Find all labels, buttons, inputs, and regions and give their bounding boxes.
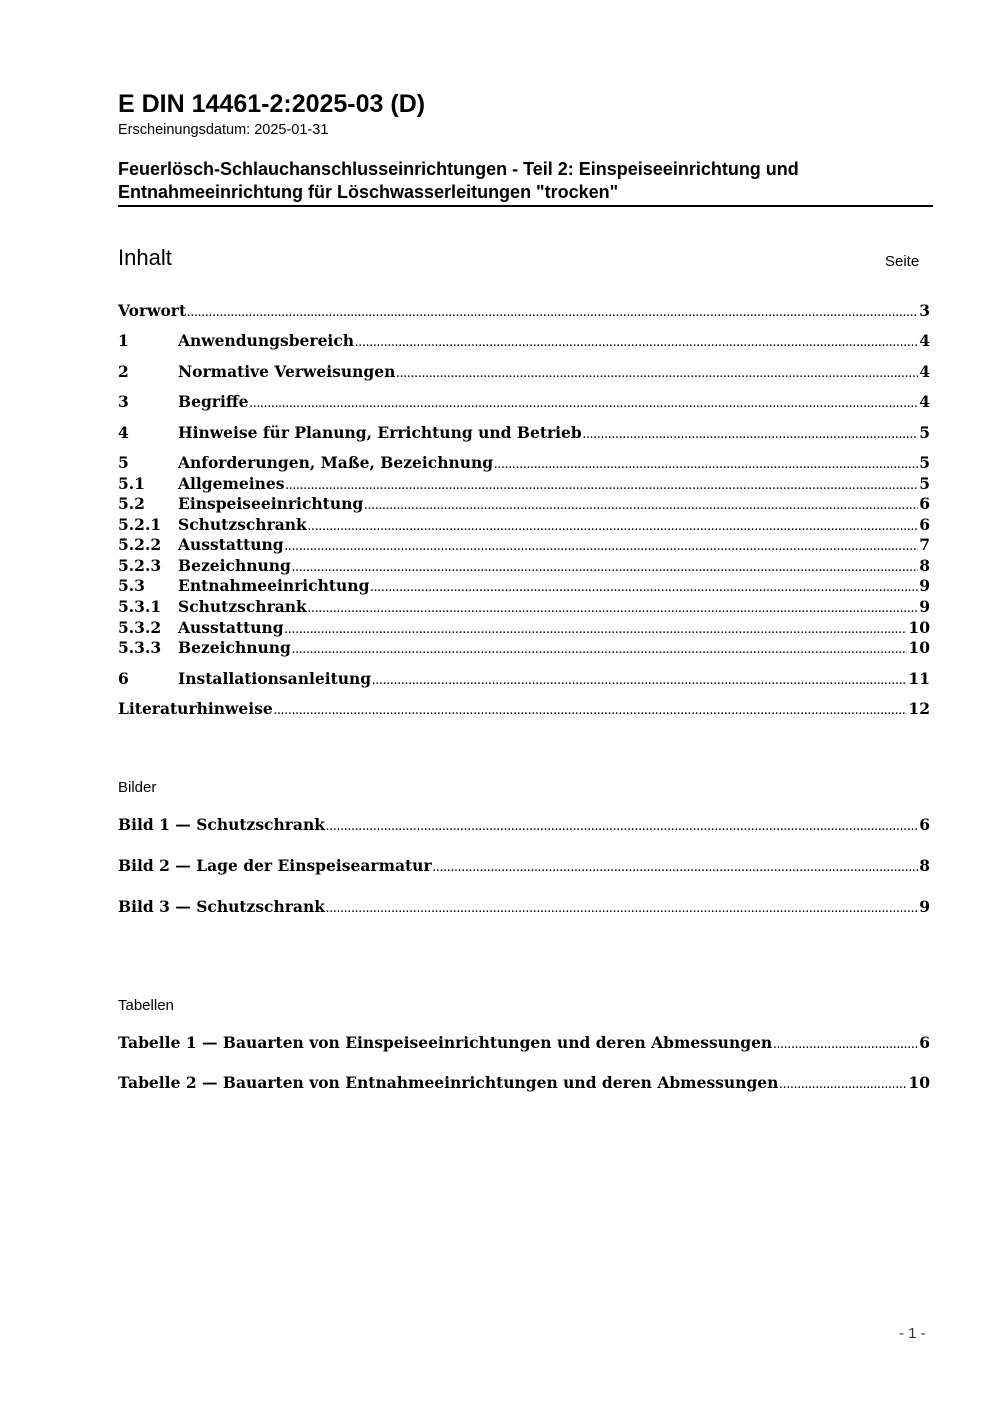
- toc-entry-title: Bezeichnung: [178, 556, 291, 575]
- tables-heading: Tabellen: [118, 997, 174, 1014]
- toc-entry-number: 6: [118, 669, 129, 688]
- toc-entry-title: Bezeichnung: [178, 638, 291, 657]
- toc-heading: Inhalt: [118, 245, 172, 270]
- toc-entry-page: 3: [919, 301, 930, 320]
- toc-entry-page: 8: [919, 556, 930, 575]
- toc-entry-title: Ausstattung: [178, 535, 284, 554]
- toc-entry-number: 5.3: [118, 576, 145, 595]
- document-title: E DIN 14461-2:2025-03 (D): [118, 90, 426, 118]
- table-entry-title: Tabelle 1 — Bauarten von Einspeiseeinrichtungen und deren Abmessungen: [118, 1033, 773, 1052]
- toc-leader-dots: [187, 309, 918, 319]
- toc-leader-dots: [292, 564, 918, 574]
- toc-entry-number: 3: [118, 392, 129, 411]
- toc-entry-page: 12: [908, 699, 930, 718]
- toc-leader-dots: [308, 605, 918, 615]
- toc-entry-page: 5: [919, 453, 930, 472]
- figure-entry-page: 8: [919, 856, 930, 875]
- publication-date: Erscheinungsdatum: 2025-01-31: [118, 122, 329, 138]
- figure-entry-title: Bild 1 — Schutzschrank: [118, 815, 325, 834]
- toc-leader-dots: [285, 543, 919, 553]
- toc-entry-title: Schutzschrank: [178, 515, 307, 534]
- toc-entry-page: 11: [908, 669, 930, 688]
- toc-entry-title: Einspeiseeinrichtung: [178, 494, 364, 513]
- figure-entry-3[interactable]: [118, 897, 930, 919]
- title-divider: [118, 205, 933, 207]
- toc-leader-dots: [494, 461, 918, 471]
- figure-entry-page: 9: [919, 897, 930, 916]
- toc-entry-5-3-2[interactable]: [118, 618, 930, 640]
- toc-entry-5-3-3[interactable]: [118, 638, 930, 660]
- toc-entry-6[interactable]: [118, 669, 930, 691]
- toc-leader-dots: [285, 626, 908, 636]
- toc-leader-dots: [773, 1041, 918, 1051]
- toc-entry-number: 5.2.2: [118, 535, 162, 554]
- toc-entry-title: Hinweise für Planung, Errichtung und Betrieb: [178, 423, 582, 442]
- toc-entry-title: Normative Verweisungen: [178, 362, 396, 381]
- toc-leader-dots: [396, 370, 918, 380]
- toc-entry-page: 4: [919, 392, 930, 411]
- toc-entry-title: Entnahmeeinrichtung: [178, 576, 370, 595]
- toc-leader-dots: [326, 823, 918, 833]
- figure-entry-1[interactable]: [118, 815, 930, 837]
- table-entry-page: 10: [908, 1073, 930, 1092]
- figure-entry-2[interactable]: [118, 856, 930, 878]
- toc-entry-title: Schutzschrank: [178, 597, 307, 616]
- toc-entry-page: 5: [919, 474, 930, 493]
- toc-entry-5-2-2[interactable]: [118, 535, 930, 557]
- toc-entry-5-3[interactable]: [118, 576, 930, 598]
- toc-entry-number: 5.3.3: [118, 638, 162, 657]
- toc-entry-title: Literaturhinweise: [118, 699, 273, 718]
- toc-leader-dots: [292, 646, 908, 656]
- toc-entry-page: 9: [919, 597, 930, 616]
- table-entry-2[interactable]: [118, 1073, 930, 1095]
- toc-leader-dots: [326, 905, 918, 915]
- toc-entry-number: 5.2.1: [118, 515, 162, 534]
- document-subject: [118, 158, 933, 204]
- toc-entry-page: 4: [919, 331, 930, 350]
- toc-entry-number: 5.2: [118, 494, 145, 513]
- figure-entry-title: Bild 2 — Lage der Einspeisearmatur: [118, 856, 432, 875]
- toc-page-column-label: Seite: [885, 253, 920, 270]
- toc-entry-5-2[interactable]: [118, 494, 930, 516]
- toc-entry-4[interactable]: [118, 423, 930, 445]
- toc-entry-page: 6: [919, 494, 930, 513]
- toc-entry-page: 6: [919, 515, 930, 534]
- table-entry-page: 6: [919, 1033, 930, 1052]
- toc-leader-dots: [370, 584, 918, 594]
- toc-entry-number: 5.1: [118, 474, 145, 493]
- toc-entry-title: Ausstattung: [178, 618, 284, 637]
- toc-entry-title: Anwendungsbereich: [178, 331, 355, 350]
- toc-entry-5[interactable]: [118, 453, 930, 475]
- toc-entry-number: 5.3.2: [118, 618, 162, 637]
- toc-entry-1[interactable]: [118, 331, 930, 353]
- toc-entry-page: 7: [919, 535, 930, 554]
- toc-entry-title: Anforderungen, Maße, Bezeichnung: [178, 453, 494, 472]
- toc-entry-title: Installationsanleitung: [178, 669, 372, 688]
- toc-entry-vorwort[interactable]: [118, 301, 930, 323]
- toc-leader-dots: [249, 400, 918, 410]
- toc-leader-dots: [308, 523, 918, 533]
- toc-entry-number: 5: [118, 453, 129, 472]
- toc-entry-page: 10: [908, 618, 930, 637]
- toc-leader-dots: [779, 1081, 907, 1091]
- toc-entry-literaturhinweise[interactable]: [118, 699, 930, 721]
- figures-heading: Bilder: [118, 779, 157, 796]
- toc-leader-dots: [286, 482, 919, 492]
- toc-entry-page: 4: [919, 362, 930, 381]
- subject-line-1: Feuerlösch-Schlauchanschlusseinrichtungen - Teil 2: Einspeiseeinrichtung und: [118, 159, 799, 179]
- toc-entry-5-2-3[interactable]: [118, 556, 930, 578]
- subject-line-2: Entnahmeeinrichtung für Löschwasserleitungen "trocken": [118, 182, 619, 202]
- toc-leader-dots: [364, 502, 918, 512]
- toc-entry-title: Vorwort: [118, 301, 187, 320]
- toc-leader-dots: [433, 864, 919, 874]
- toc-entry-2[interactable]: [118, 362, 930, 384]
- toc-entry-number: 2: [118, 362, 129, 381]
- table-entry-title: Tabelle 2 — Bauarten von Entnahmeeinrichtungen und deren Abmessungen: [118, 1073, 779, 1092]
- toc-entry-number: 1: [118, 331, 129, 350]
- toc-entry-page: 9: [919, 576, 930, 595]
- toc-entry-number: 5.3.1: [118, 597, 162, 616]
- toc-entry-5-2-1[interactable]: [118, 515, 930, 537]
- figure-entry-page: 6: [919, 815, 930, 834]
- toc-leader-dots: [583, 431, 918, 441]
- page-number: - 1 -: [899, 1325, 926, 1342]
- toc-entry-title: Allgemeines: [178, 474, 285, 493]
- toc-entry-5-1[interactable]: [118, 474, 930, 496]
- toc-entry-page: 5: [919, 423, 930, 442]
- figure-entry-title: Bild 3 — Schutzschrank: [118, 897, 325, 916]
- toc-leader-dots: [274, 707, 908, 717]
- toc-entry-number: 5.2.3: [118, 556, 162, 575]
- toc-entry-number: 4: [118, 423, 129, 442]
- toc-leader-dots: [355, 339, 918, 349]
- toc-entry-3[interactable]: [118, 392, 930, 414]
- table-entry-1[interactable]: [118, 1033, 930, 1055]
- toc-entry-title: Begriffe: [178, 392, 249, 411]
- toc-entry-page: 10: [908, 638, 930, 657]
- toc-entry-5-3-1[interactable]: [118, 597, 930, 619]
- toc-leader-dots: [372, 677, 907, 687]
